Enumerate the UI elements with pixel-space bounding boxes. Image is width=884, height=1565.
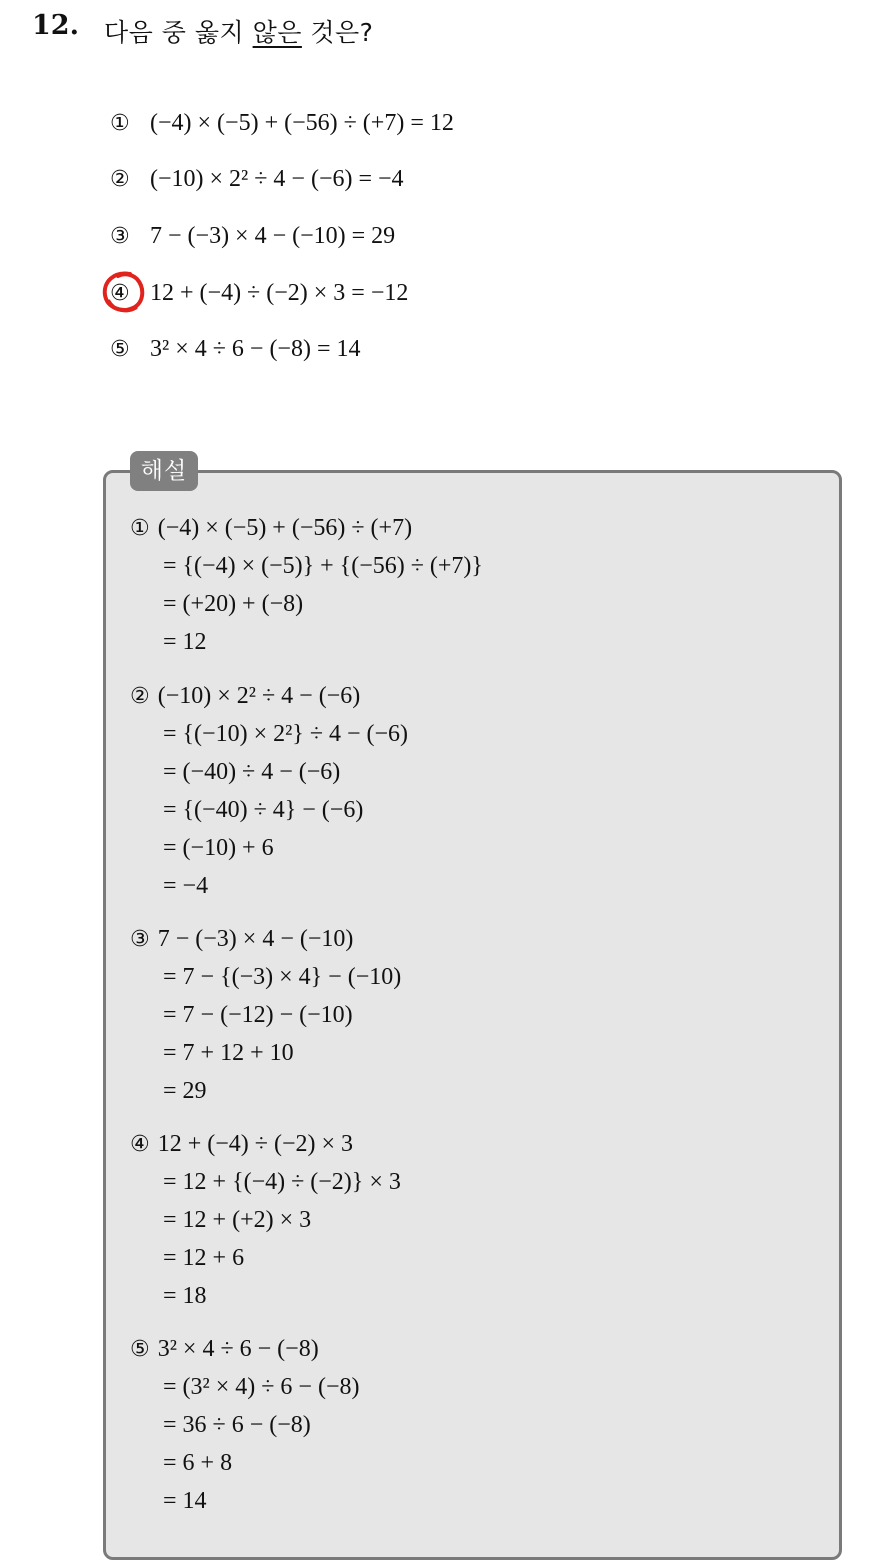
- choice-expression: (−4) × (−5) + (−56) ÷ (+7) = 12: [150, 110, 454, 136]
- solution-number: ③: [130, 927, 150, 952]
- solution-4-line-1: [130, 1131, 353, 1158]
- solution-4-line-2: = 12 + {(−4) ÷ (−2)} × 3: [163, 1169, 401, 1195]
- solution-1-line-1: [130, 515, 412, 542]
- solution-3-line-4: = 7 + 12 + 10: [163, 1040, 294, 1066]
- choice-number: ⑤: [110, 337, 130, 362]
- choice-5[interactable]: [110, 336, 361, 363]
- solution-3-line-3: = 7 − (−12) − (−10): [163, 1002, 353, 1028]
- choice-1[interactable]: [110, 110, 454, 137]
- solution-3-line-5: = 29: [163, 1078, 207, 1104]
- solution-2-line-1: [130, 683, 360, 710]
- question-text: [104, 13, 373, 49]
- question-text-before: 다음 중 옳지: [104, 18, 253, 47]
- question-text-underlined: 않은: [252, 18, 302, 47]
- solution-1-line-3: = (+20) + (−8): [163, 591, 304, 617]
- solution-2-line-2: = {(−10) × 2²} ÷ 4 − (−6): [163, 721, 409, 747]
- answer-circle-mark: [100, 268, 148, 316]
- choice-expression: 12 + (−4) ÷ (−2) × 3 = −12: [150, 280, 409, 306]
- solution-5-line-3: = 36 ÷ 6 − (−8): [163, 1412, 311, 1438]
- solution-1-line-2: = {(−4) × (−5)} + {(−56) ÷ (+7)}: [163, 553, 483, 579]
- solution-3-line-2: = 7 − {(−3) × 4} − (−10): [163, 964, 402, 990]
- solution-step: (−4) × (−5) + (−56) ÷ (+7): [157, 515, 413, 541]
- solution-2-line-3: = (−40) ÷ 4 − (−6): [163, 759, 341, 785]
- solution-5-line-2: = (3² × 4) ÷ 6 − (−8): [163, 1374, 360, 1400]
- solution-step: 3² × 4 ÷ 6 − (−8): [157, 1336, 319, 1362]
- solution-number: ⑤: [130, 1337, 150, 1362]
- solution-4-line-4: = 12 + 6: [163, 1245, 245, 1271]
- choice-2[interactable]: [110, 166, 404, 193]
- solution-number: ①: [130, 516, 150, 541]
- solution-tab-label: 해설: [130, 451, 198, 491]
- solution-2-line-5: = (−10) + 6: [163, 835, 274, 861]
- solution-3-line-1: [130, 926, 353, 953]
- choice-number: ①: [110, 111, 130, 136]
- solution-2-line-6: = −4: [163, 873, 209, 899]
- solution-5-line-1: [130, 1336, 319, 1363]
- solution-number: ②: [130, 684, 150, 709]
- solution-step: 7 − (−3) × 4 − (−10): [157, 926, 354, 952]
- choice-expression: (−10) × 2² ÷ 4 − (−6) = −4: [150, 166, 404, 192]
- choice-3[interactable]: [110, 223, 395, 250]
- solution-step: (−10) × 2² ÷ 4 − (−6): [157, 683, 361, 709]
- solution-5-line-4: = 6 + 8: [163, 1450, 233, 1476]
- solution-1-line-4: = 12: [163, 629, 207, 655]
- question-text-after: 것은?: [301, 18, 374, 47]
- solution-step: 12 + (−4) ÷ (−2) × 3: [157, 1131, 354, 1157]
- choice-number: ④: [110, 281, 130, 306]
- solution-4-line-5: = 18: [163, 1283, 207, 1309]
- choice-number: ②: [110, 167, 130, 192]
- choice-expression: 7 − (−3) × 4 − (−10) = 29: [150, 223, 396, 249]
- choice-4[interactable]: [110, 280, 408, 307]
- choice-number: ③: [110, 224, 130, 249]
- question-number: 12.: [32, 10, 79, 41]
- solution-number: ④: [130, 1132, 150, 1157]
- solution-4-line-3: = 12 + (+2) × 3: [163, 1207, 312, 1233]
- solution-5-line-5: = 14: [163, 1488, 207, 1514]
- solution-2-line-4: = {(−40) ÷ 4} − (−6): [163, 797, 364, 823]
- choice-expression: 3² × 4 ÷ 6 − (−8) = 14: [150, 336, 361, 362]
